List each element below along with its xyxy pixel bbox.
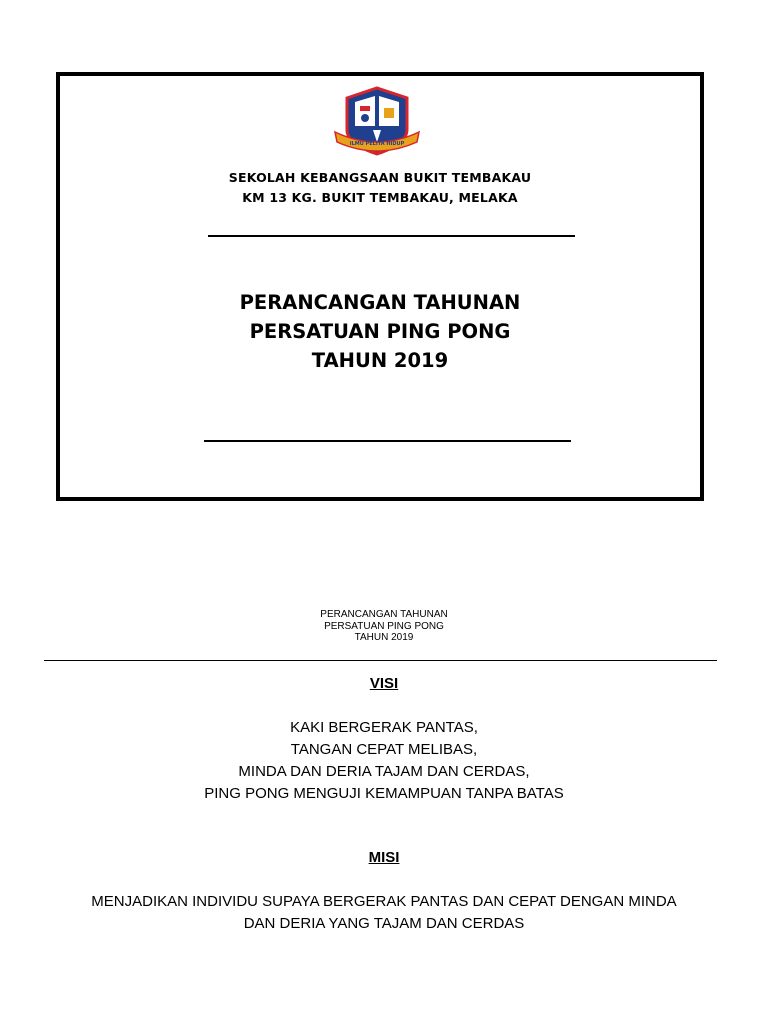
misi-line: MENJADIKAN INDIVIDU SUPAYA BERGERAK PANTAS DAN CEPAT DENGAN MINDA <box>91 893 677 910</box>
cover-rule-bottom <box>204 440 571 442</box>
header-divider <box>44 660 717 661</box>
page-header <box>0 609 768 644</box>
cover-title-line: PERSATUAN PING PONG <box>249 320 511 343</box>
school-address: KM 13 KG. BUKIT TEMBAKAU, MELAKA <box>242 190 518 205</box>
header-line: PERANCANGAN TAHUNAN <box>320 609 448 620</box>
crest-motto: ILMU PELITA HIDUP <box>349 141 405 147</box>
header-line: PERSATUAN PING PONG <box>324 620 444 632</box>
school-name: SEKOLAH KEBANGSAAN BUKIT TEMBAKAU <box>228 170 532 185</box>
visi-heading: VISI <box>369 675 399 692</box>
cover-rule-top <box>208 235 575 237</box>
misi-line: DAN DERIA YANG TAJAM DAN CERDAS <box>243 915 525 932</box>
visi-line: TANGAN CEPAT MELIBAS, <box>290 741 478 758</box>
visi-text <box>0 717 768 805</box>
cover-title-line: TAHUN 2019 <box>311 349 449 372</box>
cover-frame <box>56 72 704 501</box>
cover-title-line: PERANCANGAN TAHUNAN <box>239 291 521 314</box>
header-line: TAHUN 2019 <box>354 632 414 643</box>
visi-line: PING PONG MENGUJI KEMAMPUAN TANPA BATAS <box>204 785 564 802</box>
cover-title <box>60 288 700 375</box>
misi-text <box>0 891 768 935</box>
school-crest-logo <box>333 86 421 158</box>
visi-line: KAKI BERGERAK PANTAS, <box>290 719 478 736</box>
visi-line: MINDA DAN DERIA TAJAM DAN CERDAS, <box>238 763 530 780</box>
misi-heading: MISI <box>368 849 400 866</box>
